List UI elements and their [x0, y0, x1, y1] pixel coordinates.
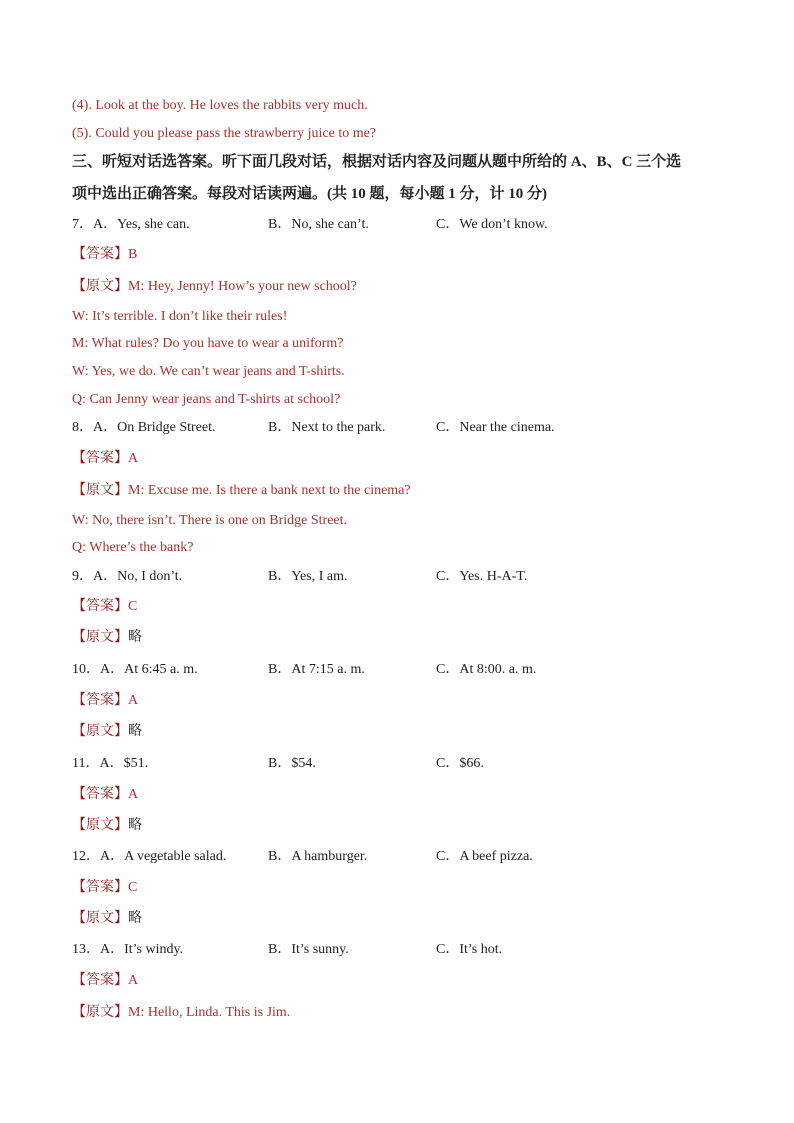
answer-label: 【答案】	[72, 451, 128, 466]
transcript-line	[72, 1004, 290, 1022]
option-a: 9．A．No, I don’t.	[72, 569, 183, 584]
option-a: 12．A．A vegetable salad.	[72, 849, 227, 864]
intro-line-5: (5). Could you please pass the strawberry juice to me?	[72, 126, 377, 141]
transcript-text: M: What rules? Do you have to wear a uniform?	[72, 336, 344, 351]
option-c: C．We don’t know.	[436, 217, 548, 232]
transcript-text: 略	[128, 911, 142, 926]
answer-value: C	[128, 599, 138, 614]
answer-line	[72, 879, 137, 897]
answer-value: C	[128, 880, 138, 895]
transcript-text: M: Excuse me. Is there a bank next to the cinema?	[128, 483, 411, 498]
answer-line	[72, 972, 138, 990]
answer-value: A	[128, 451, 139, 466]
answer-line	[72, 692, 138, 710]
transcript-label: 【原文】	[72, 630, 128, 645]
transcript-line	[72, 723, 142, 741]
answer-label: 【答案】	[72, 247, 128, 262]
answer-label: 【答案】	[72, 787, 128, 802]
answer-value: A	[128, 973, 139, 988]
option-a: 11．A．$51.	[72, 756, 149, 771]
transcript-text: 略	[128, 818, 142, 833]
answer-label: 【答案】	[72, 599, 128, 614]
transcript-text: Q: Where’s the bank?	[72, 540, 194, 555]
transcript-line	[72, 482, 411, 500]
transcript-label: 【原文】	[72, 279, 128, 294]
option-b: B．It’s sunny.	[268, 942, 349, 957]
transcript-label: 【原文】	[72, 818, 128, 833]
transcript-text: W: No, there isn’t. There is one on Bridge Street.	[72, 513, 348, 528]
option-c: C．At 8:00. a. m.	[436, 662, 537, 677]
option-b: B．A hamburger.	[268, 849, 368, 864]
option-c: C．It’s hot.	[436, 942, 503, 957]
answer-line	[72, 246, 137, 264]
transcript-text: W: Yes, we do. We can’t wear jeans and T-shirts.	[72, 364, 345, 379]
transcript-label: 【原文】	[72, 483, 128, 498]
section-heading-line-2: 项中选出正确答案。每段对话读两遍。(共 10 题，每小题 1 分，计 10 分)	[72, 186, 547, 202]
option-b: B．$54.	[268, 756, 316, 771]
transcript-text: M: Hello, Linda. This is Jim.	[128, 1005, 291, 1020]
option-b: B．Next to the park.	[268, 420, 386, 435]
option-c: C．A beef pizza.	[436, 849, 533, 864]
option-a: 8．A．On Bridge Street.	[72, 420, 216, 435]
transcript-text: 略	[128, 630, 142, 645]
option-b: B．At 7:15 a. m.	[268, 662, 365, 677]
option-b: B．Yes, I am.	[268, 569, 348, 584]
answer-label: 【答案】	[72, 973, 128, 988]
transcript-text: 略	[128, 724, 142, 739]
answer-value: A	[128, 787, 139, 802]
answer-label: 【答案】	[72, 693, 128, 708]
transcript-line	[72, 817, 142, 835]
answer-line	[72, 450, 138, 468]
option-a: 7．A．Yes, she can.	[72, 217, 190, 232]
transcript-label: 【原文】	[72, 911, 128, 926]
section-heading-line-1: 三、听短对话选答案。听下面几段对话，根据对话内容及问题从题中所给的 A、B、C 三个选	[72, 154, 682, 170]
answer-value: A	[128, 693, 139, 708]
option-c: C．$66.	[436, 756, 484, 771]
answer-value: B	[128, 247, 138, 262]
option-c: C．Yes. H-A-T.	[436, 569, 528, 584]
option-a: 13．A．It’s windy.	[72, 942, 184, 957]
transcript-line	[72, 910, 142, 928]
transcript-line	[72, 629, 142, 647]
option-c: C．Near the cinema.	[436, 420, 555, 435]
option-b: B．No, she can’t.	[268, 217, 369, 232]
intro-line-4: (4). Look at the boy. He loves the rabbits very much.	[72, 98, 368, 113]
transcript-label: 【原文】	[72, 1005, 128, 1020]
answer-line	[72, 598, 137, 616]
option-a: 10．A．At 6:45 a. m.	[72, 662, 198, 677]
transcript-text: Q: Can Jenny wear jeans and T-shirts at school?	[72, 392, 341, 407]
answer-line	[72, 786, 138, 804]
transcript-text: W: It’s terrible. I don’t like their rules!	[72, 309, 288, 324]
transcript-text: M: Hey, Jenny! How’s your new school?	[128, 279, 357, 294]
transcript-line	[72, 278, 357, 296]
transcript-label: 【原文】	[72, 724, 128, 739]
answer-label: 【答案】	[72, 880, 128, 895]
